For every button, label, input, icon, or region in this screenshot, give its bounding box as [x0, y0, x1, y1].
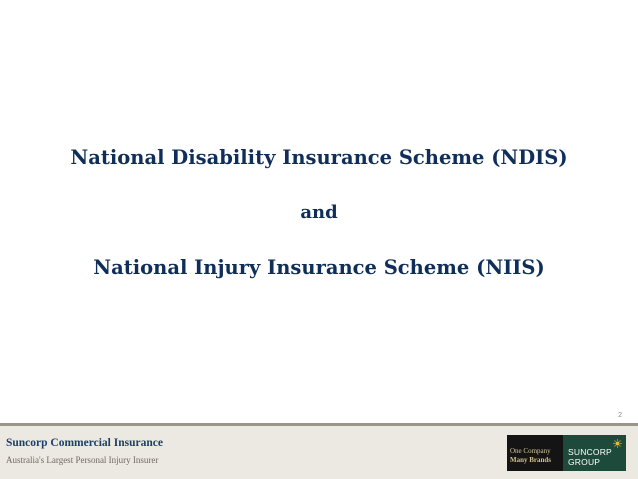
logo-tagline-line-2: Many Brands [510, 455, 552, 464]
footer [0, 426, 638, 479]
logo-tagline-line-1: One Company [510, 447, 551, 455]
suncorp-group-logo [507, 435, 626, 471]
logo-brand-line-2: GROUP [568, 456, 601, 467]
logo-brand-line-1: SUNCORP [568, 447, 612, 457]
logo-brand-panel [563, 435, 626, 471]
slide-title-line-1: National Disability Insurance Scheme (NDIS) [70, 146, 568, 169]
footer-company-name: Suncorp Commercial Insurance [6, 437, 163, 449]
suncorp-sun-icon [613, 439, 622, 448]
footer-tagline: Australia's Largest Personal Injury Insurer [6, 455, 159, 465]
slide-title-connector: and [300, 202, 338, 223]
logo-tagline-panel [507, 435, 563, 471]
slide-title-line-2: National Injury Insurance Scheme (NIIS) [93, 256, 545, 279]
page-number: 2 [618, 412, 622, 419]
